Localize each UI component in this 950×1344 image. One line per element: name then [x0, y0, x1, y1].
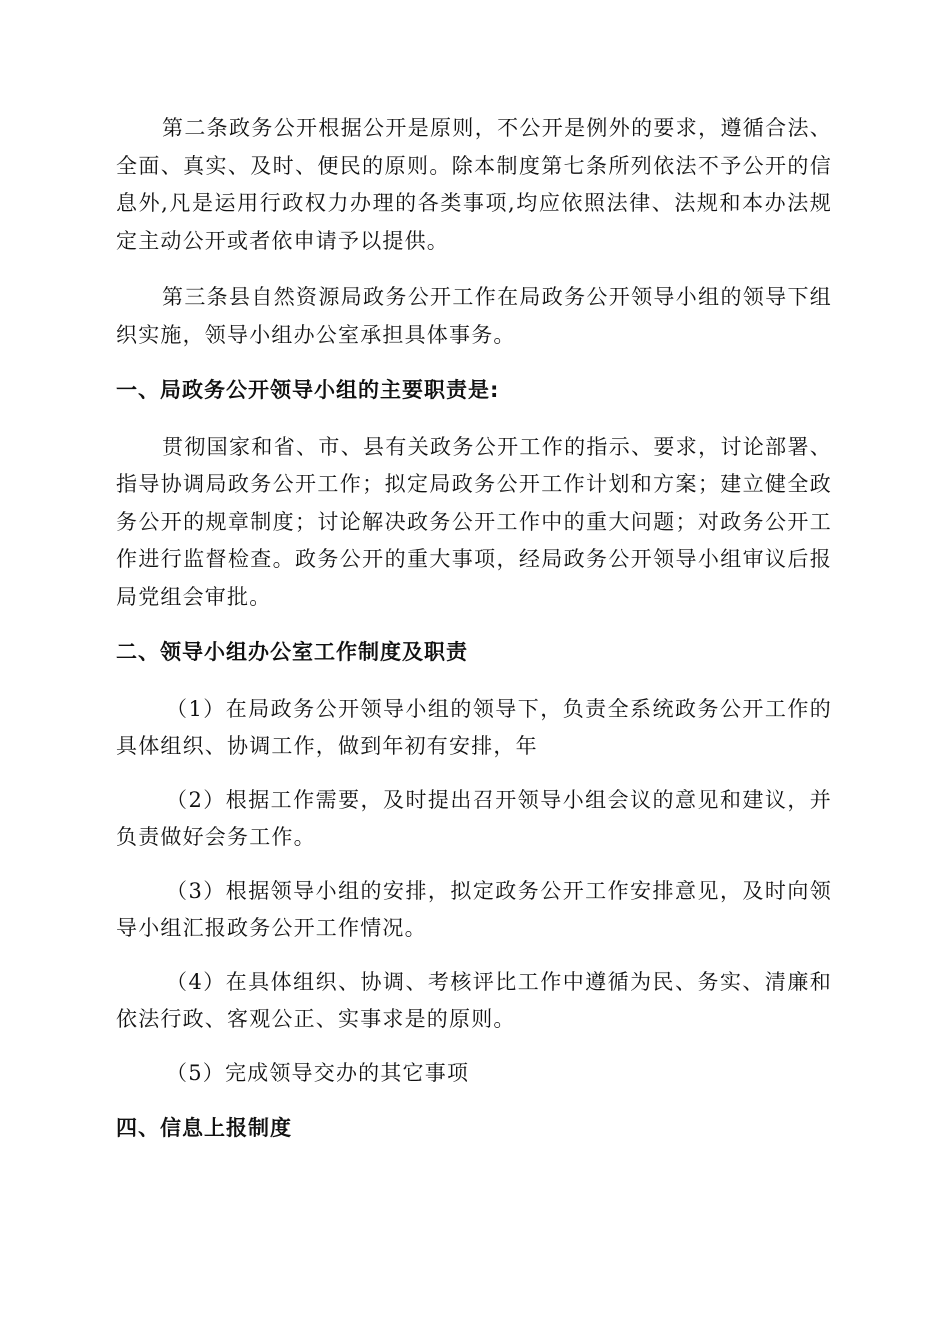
paragraph-article-2: 第二条政务公开根据公开是原则，不公开是例外的要求，遵循合法、全面、真实、及时、便民的原则。除本制度第七条所列依法不予公开的信息外,凡是运用行政权力办理的各类事项,均应依照法律、法规和本办法规定主动公开或者依申请予以提供。 — [116, 116, 832, 253]
list-item-4: （4）在具体组织、协调、考核评比工作中遵循为民、务实、清廉和依法行政、客观公正、实事求是的原则。 — [116, 969, 832, 1031]
list-item-5: （5）完成领导交办的其它事项 — [166, 1060, 470, 1085]
list-item-3: （3）根据领导小组的安排，拟定政务公开工作安排意见，及时向领导小组汇报政务公开工作情况。 — [116, 878, 832, 940]
document-body — [116, 110, 832, 1148]
section-heading-1: 一、局政务公开领导小组的主要职责是: — [116, 378, 500, 402]
section-heading-4: 四、信息上报制度 — [116, 1116, 292, 1140]
paragraph-article-3: 第三条县自然资源局政务公开工作在局政务公开领导小组的领导下组织实施，领导小组办公室承担具体事务。 — [116, 285, 832, 347]
section-heading-2: 二、领导小组办公室工作制度及职责 — [116, 640, 468, 664]
list-item-2: （2）根据工作需要，及时提出召开领导小组会议的意见和建议，并负责做好会务工作。 — [116, 787, 832, 849]
section-1-body: 贯彻国家和省、市、县有关政务公开工作的指示、要求，讨论部署、指导协调局政务公开工作；拟定局政务公开工作计划和方案；建立健全政务公开的规章制度；讨论解决政务公开工作中的重大问题；对政务公开工作进行监督检查。政务公开的重大事项，经局政务公开领导小组审议后报局党组会审批。 — [116, 434, 832, 609]
list-item-1: （1）在局政务公开领导小组的领导下，负责全系统政务公开工作的具体组织、协调工作，做到年初有安排，年 — [116, 696, 832, 758]
